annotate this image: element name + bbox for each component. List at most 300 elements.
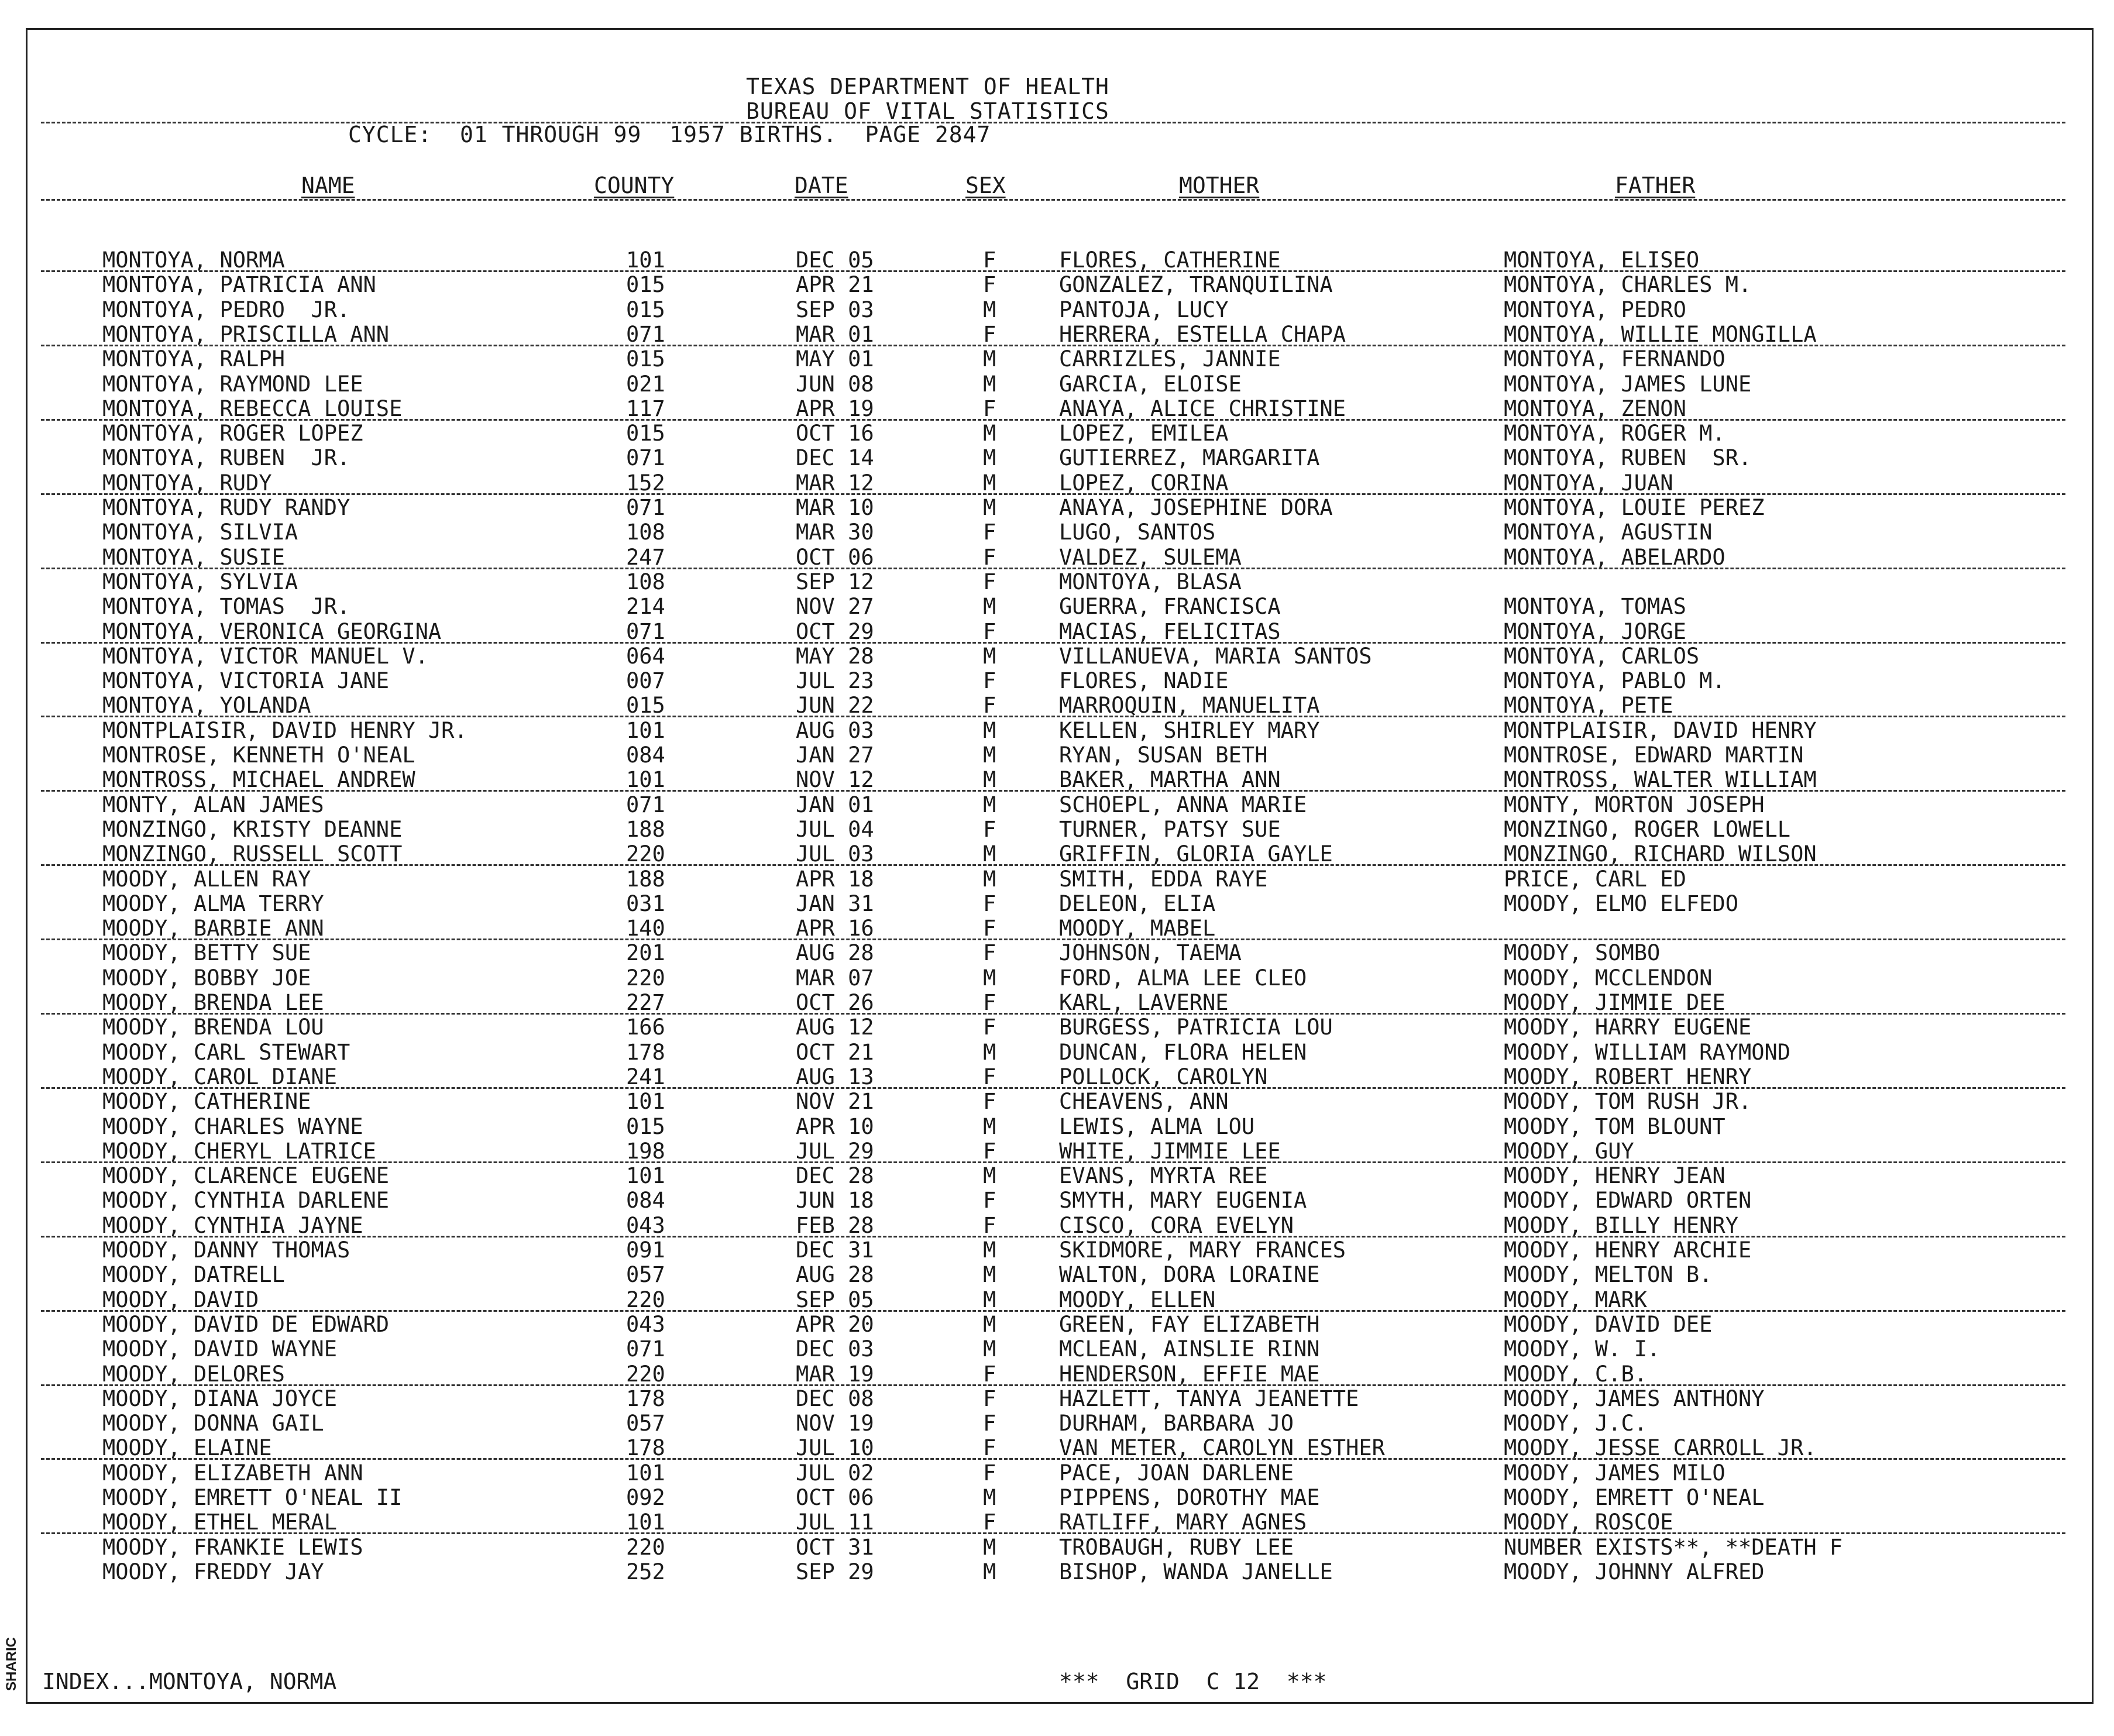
cell-sex: F bbox=[983, 1386, 996, 1411]
cell-name: MONTOYA, VERONICA GEORGINA bbox=[102, 618, 442, 644]
cell-mother: GARCIA, ELOISE bbox=[1059, 371, 1242, 397]
cell-date: JAN 31 bbox=[796, 891, 874, 916]
cell-sex: F bbox=[983, 1015, 996, 1040]
cell-father: MONTROSE, EDWARD MARTIN bbox=[1504, 742, 1804, 768]
cell-mother: HERRERA, ESTELLA CHAPA bbox=[1059, 321, 1346, 347]
cell-county: 140 bbox=[626, 916, 665, 941]
row-separator bbox=[41, 939, 2065, 940]
cell-mother: MARROQUIN, MANUELITA bbox=[1059, 693, 1320, 719]
cell-father: MONTOYA, CARLOS bbox=[1504, 643, 1700, 669]
cell-father: MONTOYA, JORGE bbox=[1504, 618, 1686, 644]
cell-name: MONTOYA, TOMAS JR. bbox=[102, 594, 350, 620]
cell-name: MOODY, CARL STEWART bbox=[102, 1039, 350, 1065]
cell-father: MONTOYA, AGUSTIN bbox=[1504, 520, 1713, 545]
table-row bbox=[0, 520, 2114, 545]
table-row bbox=[0, 446, 2114, 470]
cell-county: 101 bbox=[626, 1163, 665, 1189]
cell-date: OCT 26 bbox=[796, 990, 874, 1015]
cell-county: 101 bbox=[626, 1460, 665, 1486]
table-row bbox=[0, 1510, 2114, 1535]
cell-mother: GONZALEZ, TRANQUILINA bbox=[1059, 272, 1333, 298]
table-row bbox=[0, 397, 2114, 421]
row-separator bbox=[41, 1087, 2065, 1089]
table-row bbox=[0, 793, 2114, 817]
cell-date: FEB 28 bbox=[796, 1212, 874, 1238]
table-row bbox=[0, 693, 2114, 718]
cell-date: DEC 08 bbox=[796, 1386, 874, 1411]
table-row bbox=[0, 620, 2114, 644]
header-department: TEXAS DEPARTMENT OF HEALTH bbox=[746, 74, 1109, 99]
cell-sex: M bbox=[983, 767, 996, 793]
cell-date: JUL 11 bbox=[796, 1510, 874, 1535]
cell-county: 241 bbox=[626, 1064, 665, 1089]
cell-name: MOODY, BETTY SUE bbox=[102, 940, 311, 966]
cell-name: MOODY, CHERYL LATRICE bbox=[102, 1138, 376, 1164]
cell-sex: M bbox=[983, 1287, 996, 1312]
cell-county: 015 bbox=[626, 272, 665, 298]
cell-name: MOODY, FREDDY JAY bbox=[102, 1559, 324, 1584]
cell-county: 015 bbox=[626, 1113, 665, 1139]
cell-sex: M bbox=[983, 841, 996, 867]
cell-date: AUG 28 bbox=[796, 1262, 874, 1288]
cell-sex: F bbox=[983, 1460, 996, 1486]
table-row bbox=[0, 867, 2114, 892]
cell-father: MOODY, JOHNNY ALFRED bbox=[1504, 1559, 1765, 1584]
cell-mother: BAKER, MARTHA ANN bbox=[1059, 767, 1281, 793]
cell-county: 021 bbox=[626, 371, 665, 397]
cell-county: 108 bbox=[626, 520, 665, 545]
cell-county: 084 bbox=[626, 742, 665, 768]
table-row bbox=[0, 471, 2114, 496]
table-row bbox=[0, 1560, 2114, 1584]
cell-sex: F bbox=[983, 1212, 996, 1238]
cell-mother: CISCO, CORA EVELYN bbox=[1059, 1212, 1294, 1238]
cell-father: MONTOYA, WILLIE MONGILLA bbox=[1504, 321, 1817, 347]
cell-mother: PIPPENS, DOROTHY MAE bbox=[1059, 1485, 1320, 1510]
cell-county: 108 bbox=[626, 569, 665, 594]
cell-mother: POLLOCK, CAROLYN bbox=[1059, 1064, 1268, 1089]
cell-sex: M bbox=[983, 643, 996, 669]
cell-mother: MACIAS, FELICITAS bbox=[1059, 618, 1281, 644]
cell-father: MOODY, GUY bbox=[1504, 1138, 1634, 1164]
row-separator bbox=[41, 1458, 2065, 1460]
cell-county: 101 bbox=[626, 717, 665, 743]
cell-county: 152 bbox=[626, 470, 665, 496]
cell-name: MOODY, ELAINE bbox=[102, 1435, 272, 1461]
cell-county: 071 bbox=[626, 321, 665, 347]
cell-date: MAR 12 bbox=[796, 470, 874, 496]
cell-sex: F bbox=[983, 940, 996, 966]
cell-father: MONTOYA, RUBEN SR. bbox=[1504, 445, 1752, 471]
cell-sex: M bbox=[983, 495, 996, 520]
table-row bbox=[0, 570, 2114, 594]
table-row bbox=[0, 1040, 2114, 1065]
cell-sex: F bbox=[983, 272, 996, 298]
table-row bbox=[0, 496, 2114, 520]
cell-name: MOODY, BOBBY JOE bbox=[102, 965, 311, 991]
cell-county: 071 bbox=[626, 495, 665, 520]
cell-father: MOODY, MARK bbox=[1504, 1287, 1648, 1312]
cell-father: MOODY, HENRY ARCHIE bbox=[1504, 1237, 1752, 1263]
cell-name: MONTOYA, PATRICIA ANN bbox=[102, 272, 376, 298]
cell-sex: M bbox=[983, 445, 996, 471]
table-row bbox=[0, 1461, 2114, 1486]
table-row bbox=[0, 273, 2114, 297]
cell-sex: M bbox=[983, 1113, 996, 1139]
cell-county: 117 bbox=[626, 396, 665, 421]
table-row bbox=[0, 1411, 2114, 1436]
cell-sex: F bbox=[983, 1138, 996, 1164]
cell-sex: F bbox=[983, 916, 996, 941]
cell-mother: DELEON, ELIA bbox=[1059, 891, 1216, 916]
cell-mother: BISHOP, WANDA JANELLE bbox=[1059, 1559, 1333, 1584]
cell-date: JUL 02 bbox=[796, 1460, 874, 1486]
cell-name: MONTOYA, YOLANDA bbox=[102, 693, 311, 719]
cell-county: 220 bbox=[626, 965, 665, 991]
cell-sex: M bbox=[983, 1559, 996, 1584]
cell-mother: MOODY, MABEL bbox=[1059, 916, 1216, 941]
cell-name: MOODY, ETHEL MERAL bbox=[102, 1510, 337, 1535]
table-row bbox=[0, 1139, 2114, 1164]
cell-county: 071 bbox=[626, 792, 665, 817]
cell-date: OCT 06 bbox=[796, 1485, 874, 1510]
header-divider-bottom bbox=[41, 199, 2065, 201]
cell-father: MOODY, SOMBO bbox=[1504, 940, 1661, 966]
cell-father: MOODY, DAVID DEE bbox=[1504, 1311, 1713, 1337]
cell-date: DEC 03 bbox=[796, 1336, 874, 1362]
header-divider-top bbox=[41, 122, 2065, 123]
table-row bbox=[0, 298, 2114, 322]
cell-mother: DURHAM, BARBARA JO bbox=[1059, 1411, 1294, 1436]
cell-mother: KARL, LAVERNE bbox=[1059, 990, 1229, 1015]
cell-father: MOODY, W. I. bbox=[1504, 1336, 1661, 1362]
cell-mother: GREEN, FAY ELIZABETH bbox=[1059, 1311, 1320, 1337]
cell-mother: PACE, JOAN DARLENE bbox=[1059, 1460, 1294, 1486]
cell-sex: M bbox=[983, 594, 996, 620]
cell-date: OCT 21 bbox=[796, 1039, 874, 1065]
cell-date: JUL 23 bbox=[796, 668, 874, 694]
cell-mother: WHITE, JIMMIE LEE bbox=[1059, 1138, 1281, 1164]
cell-mother: WALTON, DORA LORAINE bbox=[1059, 1262, 1320, 1288]
footer-grid: *** GRID C 12 *** bbox=[1059, 1669, 1327, 1694]
cell-mother: PANTOJA, LUCY bbox=[1059, 297, 1229, 322]
cell-county: 064 bbox=[626, 643, 665, 669]
cell-name: MONTOYA, PRISCILLA ANN bbox=[102, 321, 390, 347]
cell-county: 057 bbox=[626, 1411, 665, 1436]
cell-county: 247 bbox=[626, 544, 665, 570]
cell-father: MONTOYA, PETE bbox=[1504, 693, 1673, 719]
table-row bbox=[0, 322, 2114, 347]
cell-county: 043 bbox=[626, 1212, 665, 1238]
cell-father: MONTOYA, ABELARDO bbox=[1504, 544, 1725, 570]
cell-father: MOODY, TOM RUSH JR. bbox=[1504, 1089, 1752, 1115]
cell-county: 227 bbox=[626, 990, 665, 1015]
cell-county: 166 bbox=[626, 1015, 665, 1040]
cell-date: DEC 28 bbox=[796, 1163, 874, 1189]
cell-date: NOV 19 bbox=[796, 1411, 874, 1436]
cell-date: APR 20 bbox=[796, 1311, 874, 1337]
row-separator bbox=[41, 345, 2065, 346]
cell-father: MOODY, ELMO ELFEDO bbox=[1504, 891, 1738, 916]
cell-name: MOODY, EMRETT O'NEAL II bbox=[102, 1485, 403, 1510]
cell-sex: M bbox=[983, 297, 996, 322]
cell-father: MOODY, EMRETT O'NEAL bbox=[1504, 1485, 1765, 1510]
cell-name: MOODY, CAROL DIANE bbox=[102, 1064, 337, 1089]
cell-mother: GUTIERREZ, MARGARITA bbox=[1059, 445, 1320, 471]
cell-mother: MONTOYA, BLASA bbox=[1059, 569, 1242, 594]
cell-sex: M bbox=[983, 421, 996, 446]
cell-county: 091 bbox=[626, 1237, 665, 1263]
cell-name: MOODY, CYNTHIA JAYNE bbox=[102, 1212, 363, 1238]
cell-date: MAY 01 bbox=[796, 346, 874, 372]
table-row bbox=[0, 768, 2114, 792]
cell-date: OCT 16 bbox=[796, 421, 874, 446]
cell-county: 092 bbox=[626, 1485, 665, 1510]
table-row bbox=[0, 1486, 2114, 1510]
table-row bbox=[0, 644, 2114, 669]
cell-date: OCT 31 bbox=[796, 1534, 874, 1560]
cell-date: AUG 03 bbox=[796, 717, 874, 743]
cell-father: MONTOYA, FERNANDO bbox=[1504, 346, 1725, 372]
cell-date: APR 18 bbox=[796, 866, 874, 892]
row-separator bbox=[41, 790, 2065, 792]
cell-date: AUG 13 bbox=[796, 1064, 874, 1089]
cell-sex: F bbox=[983, 1361, 996, 1387]
table-row bbox=[0, 817, 2114, 842]
row-separator bbox=[41, 716, 2065, 717]
cell-father: MOODY, MELTON B. bbox=[1504, 1262, 1713, 1288]
table-row bbox=[0, 991, 2114, 1015]
cell-mother: BURGESS, PATRICIA LOU bbox=[1059, 1015, 1333, 1040]
cell-name: MOODY, BRENDA LEE bbox=[102, 990, 324, 1015]
cell-father: MONTOYA, ZENON bbox=[1504, 396, 1686, 421]
header-bureau: BUREAU OF VITAL STATISTICS bbox=[746, 98, 1109, 124]
cell-mother: LOPEZ, CORINA bbox=[1059, 470, 1229, 496]
cell-mother: DUNCAN, FLORA HELEN bbox=[1059, 1039, 1307, 1065]
cell-mother: HENDERSON, EFFIE MAE bbox=[1059, 1361, 1320, 1387]
cell-father: MONZINGO, ROGER LOWELL bbox=[1504, 816, 1791, 842]
cell-county: 007 bbox=[626, 668, 665, 694]
cell-county: 188 bbox=[626, 816, 665, 842]
cell-date: JUL 29 bbox=[796, 1138, 874, 1164]
cell-mother: SMYTH, MARY EUGENIA bbox=[1059, 1188, 1307, 1214]
table-row bbox=[0, 842, 2114, 867]
cell-date: NOV 27 bbox=[796, 594, 874, 620]
cell-mother: LEWIS, ALMA LOU bbox=[1059, 1113, 1255, 1139]
cell-father: MONTOYA, TOMAS bbox=[1504, 594, 1686, 620]
cell-county: 101 bbox=[626, 767, 665, 793]
cell-name: MONTROSE, KENNETH O'NEAL bbox=[102, 742, 415, 768]
cell-father: MONTOYA, JAMES LUNE bbox=[1504, 371, 1752, 397]
cell-date: MAY 28 bbox=[796, 643, 874, 669]
table-row bbox=[0, 892, 2114, 916]
cell-sex: F bbox=[983, 1411, 996, 1436]
row-separator bbox=[41, 864, 2065, 866]
cell-sex: F bbox=[983, 693, 996, 719]
table-row bbox=[0, 248, 2114, 273]
cell-sex: M bbox=[983, 965, 996, 991]
cell-mother: SKIDMORE, MARY FRANCES bbox=[1059, 1237, 1346, 1263]
cell-mother: MOODY, ELLEN bbox=[1059, 1287, 1216, 1312]
cell-county: 214 bbox=[626, 594, 665, 620]
cell-county: 015 bbox=[626, 346, 665, 372]
cell-mother: RYAN, SUSAN BETH bbox=[1059, 742, 1268, 768]
table-row bbox=[0, 966, 2114, 991]
cell-sex: F bbox=[983, 396, 996, 421]
cell-name: MONTOYA, VICTOR MANUEL V. bbox=[102, 643, 428, 669]
cell-father: MOODY, TOM BLOUNT bbox=[1504, 1113, 1725, 1139]
cell-name: MONTOYA, SUSIE bbox=[102, 544, 285, 570]
cell-date: JUL 04 bbox=[796, 816, 874, 842]
cell-date: MAR 30 bbox=[796, 520, 874, 545]
cell-mother: JOHNSON, TAEMA bbox=[1059, 940, 1242, 966]
cell-mother: VAN METER, CAROLYN ESTHER bbox=[1059, 1435, 1385, 1461]
table-row bbox=[0, 1387, 2114, 1411]
cell-mother: GUERRA, FRANCISCA bbox=[1059, 594, 1281, 620]
cell-county: 220 bbox=[626, 841, 665, 867]
table-row bbox=[0, 916, 2114, 941]
cell-name: MOODY, DAVID bbox=[102, 1287, 259, 1312]
table-row bbox=[0, 545, 2114, 570]
column-name-header: NAME bbox=[301, 173, 355, 198]
cell-sex: F bbox=[983, 990, 996, 1015]
cell-mother: KELLEN, SHIRLEY MARY bbox=[1059, 717, 1320, 743]
cell-date: DEC 05 bbox=[796, 247, 874, 273]
table-row bbox=[0, 1535, 2114, 1560]
cell-date: JAN 01 bbox=[796, 792, 874, 817]
cell-sex: F bbox=[983, 1435, 996, 1461]
cell-name: MOODY, FRANKIE LEWIS bbox=[102, 1534, 363, 1560]
cell-mother: ANAYA, ALICE CHRISTINE bbox=[1059, 396, 1346, 421]
cell-name: MOODY, CYNTHIA DARLENE bbox=[102, 1188, 390, 1214]
cell-sex: F bbox=[983, 816, 996, 842]
cell-county: 031 bbox=[626, 891, 665, 916]
cell-name: MOODY, ALMA TERRY bbox=[102, 891, 324, 916]
cell-father: MOODY, HARRY EUGENE bbox=[1504, 1015, 1752, 1040]
side-label: SHARIC bbox=[4, 1637, 19, 1691]
cell-name: MOODY, DATRELL bbox=[102, 1262, 285, 1288]
cell-father: MOODY, JAMES MILO bbox=[1504, 1460, 1725, 1486]
cell-name: MONTOYA, NORMA bbox=[102, 247, 285, 273]
cell-mother: RATLIFF, MARY AGNES bbox=[1059, 1510, 1307, 1535]
cell-father: MONTOYA, ELISEO bbox=[1504, 247, 1700, 273]
cell-mother: HAZLETT, TANYA JEANETTE bbox=[1059, 1386, 1359, 1411]
column-county-header: COUNTY bbox=[594, 173, 675, 198]
cell-father: MONTPLAISIR, DAVID HENRY bbox=[1504, 717, 1817, 743]
cell-county: 198 bbox=[626, 1138, 665, 1164]
cell-name: MOODY, DELORES bbox=[102, 1361, 285, 1387]
cell-father: MONTY, MORTON JOSEPH bbox=[1504, 792, 1765, 817]
cell-county: 252 bbox=[626, 1559, 665, 1584]
cell-father: MOODY, JIMMIE DEE bbox=[1504, 990, 1725, 1015]
cell-sex: F bbox=[983, 321, 996, 347]
cell-father: MOODY, J.C. bbox=[1504, 1411, 1648, 1436]
cell-mother: SCHOEPL, ANNA MARIE bbox=[1059, 792, 1307, 817]
cell-county: 188 bbox=[626, 866, 665, 892]
cell-sex: F bbox=[983, 1510, 996, 1535]
cell-father: MONTOYA, CHARLES M. bbox=[1504, 272, 1752, 298]
cell-date: SEP 03 bbox=[796, 297, 874, 322]
cell-sex: F bbox=[983, 1064, 996, 1089]
cell-date: JUL 10 bbox=[796, 1435, 874, 1461]
column-date-header: DATE bbox=[795, 173, 848, 198]
table-row bbox=[0, 743, 2114, 768]
cell-sex: M bbox=[983, 346, 996, 372]
cell-name: MONZINGO, RUSSELL SCOTT bbox=[102, 841, 403, 867]
cell-sex: M bbox=[983, 1262, 996, 1288]
cell-name: MONTOYA, ROGER LOPEZ bbox=[102, 421, 363, 446]
cell-name: MONTOYA, REBECCA LOUISE bbox=[102, 396, 403, 421]
table-row bbox=[0, 1288, 2114, 1312]
header-cycle: CYCLE: 01 THROUGH 99 1957 BIRTHS. PAGE 2847 bbox=[348, 122, 991, 147]
cell-sex: M bbox=[983, 866, 996, 892]
table-row bbox=[0, 1263, 2114, 1287]
cell-father: MONTOYA, LOUIE PEREZ bbox=[1504, 495, 1765, 520]
cell-county: 101 bbox=[626, 1510, 665, 1535]
cell-mother: CARRIZLES, JANNIE bbox=[1059, 346, 1281, 372]
cell-name: MONTROSS, MICHAEL ANDREW bbox=[102, 767, 415, 793]
cell-county: 220 bbox=[626, 1361, 665, 1387]
table-row bbox=[0, 1312, 2114, 1337]
table-row bbox=[0, 1436, 2114, 1460]
cell-name: MOODY, DAVID WAYNE bbox=[102, 1336, 337, 1362]
cell-county: 015 bbox=[626, 693, 665, 719]
cell-name: MOODY, DIANA JOYCE bbox=[102, 1386, 337, 1411]
cell-mother: LOPEZ, EMILEA bbox=[1059, 421, 1229, 446]
cell-date: SEP 29 bbox=[796, 1559, 874, 1584]
cell-date: JAN 27 bbox=[796, 742, 874, 768]
cell-date: MAR 07 bbox=[796, 965, 874, 991]
cell-sex: F bbox=[983, 668, 996, 694]
cell-name: MONTOYA, RALPH bbox=[102, 346, 285, 372]
cell-mother: FLORES, CATHERINE bbox=[1059, 247, 1281, 273]
cell-date: APR 10 bbox=[796, 1113, 874, 1139]
cell-sex: M bbox=[983, 717, 996, 743]
cell-date: APR 19 bbox=[796, 396, 874, 421]
cell-date: NOV 21 bbox=[796, 1089, 874, 1115]
cell-name: MONTOYA, PEDRO JR. bbox=[102, 297, 350, 322]
table-row bbox=[0, 1188, 2114, 1213]
table-row bbox=[0, 1015, 2114, 1040]
cell-sex: F bbox=[983, 1089, 996, 1115]
cell-mother: TROBAUGH, RUBY LEE bbox=[1059, 1534, 1294, 1560]
table-row bbox=[0, 594, 2114, 619]
table-row bbox=[0, 1337, 2114, 1362]
cell-name: MOODY, CHARLES WAYNE bbox=[102, 1113, 363, 1139]
cell-father: MOODY, HENRY JEAN bbox=[1504, 1163, 1725, 1189]
cell-name: MOODY, ALLEN RAY bbox=[102, 866, 311, 892]
cell-county: 084 bbox=[626, 1188, 665, 1214]
cell-date: APR 21 bbox=[796, 272, 874, 298]
cell-name: MOODY, BARBIE ANN bbox=[102, 916, 324, 941]
cell-date: SEP 12 bbox=[796, 569, 874, 594]
cell-date: APR 16 bbox=[796, 916, 874, 941]
cell-name: MONTOYA, RAYMOND LEE bbox=[102, 371, 363, 397]
cell-mother: MCLEAN, AINSLIE RINN bbox=[1059, 1336, 1320, 1362]
row-separator bbox=[41, 568, 2065, 569]
cell-name: MONTOYA, SYLVIA bbox=[102, 569, 298, 594]
cell-father: MOODY, BILLY HENRY bbox=[1504, 1212, 1738, 1238]
cell-county: 071 bbox=[626, 1336, 665, 1362]
cell-father: MOODY, JAMES ANTHONY bbox=[1504, 1386, 1765, 1411]
cell-county: 057 bbox=[626, 1262, 665, 1288]
cell-father: MOODY, WILLIAM RAYMOND bbox=[1504, 1039, 1791, 1065]
cell-sex: F bbox=[983, 247, 996, 273]
cell-father: MONTOYA, ROGER M. bbox=[1504, 421, 1725, 446]
cell-father: MOODY, EDWARD ORTEN bbox=[1504, 1188, 1752, 1214]
cell-name: MONTOYA, RUDY bbox=[102, 470, 272, 496]
cell-mother: VALDEZ, SULEMA bbox=[1059, 544, 1242, 570]
